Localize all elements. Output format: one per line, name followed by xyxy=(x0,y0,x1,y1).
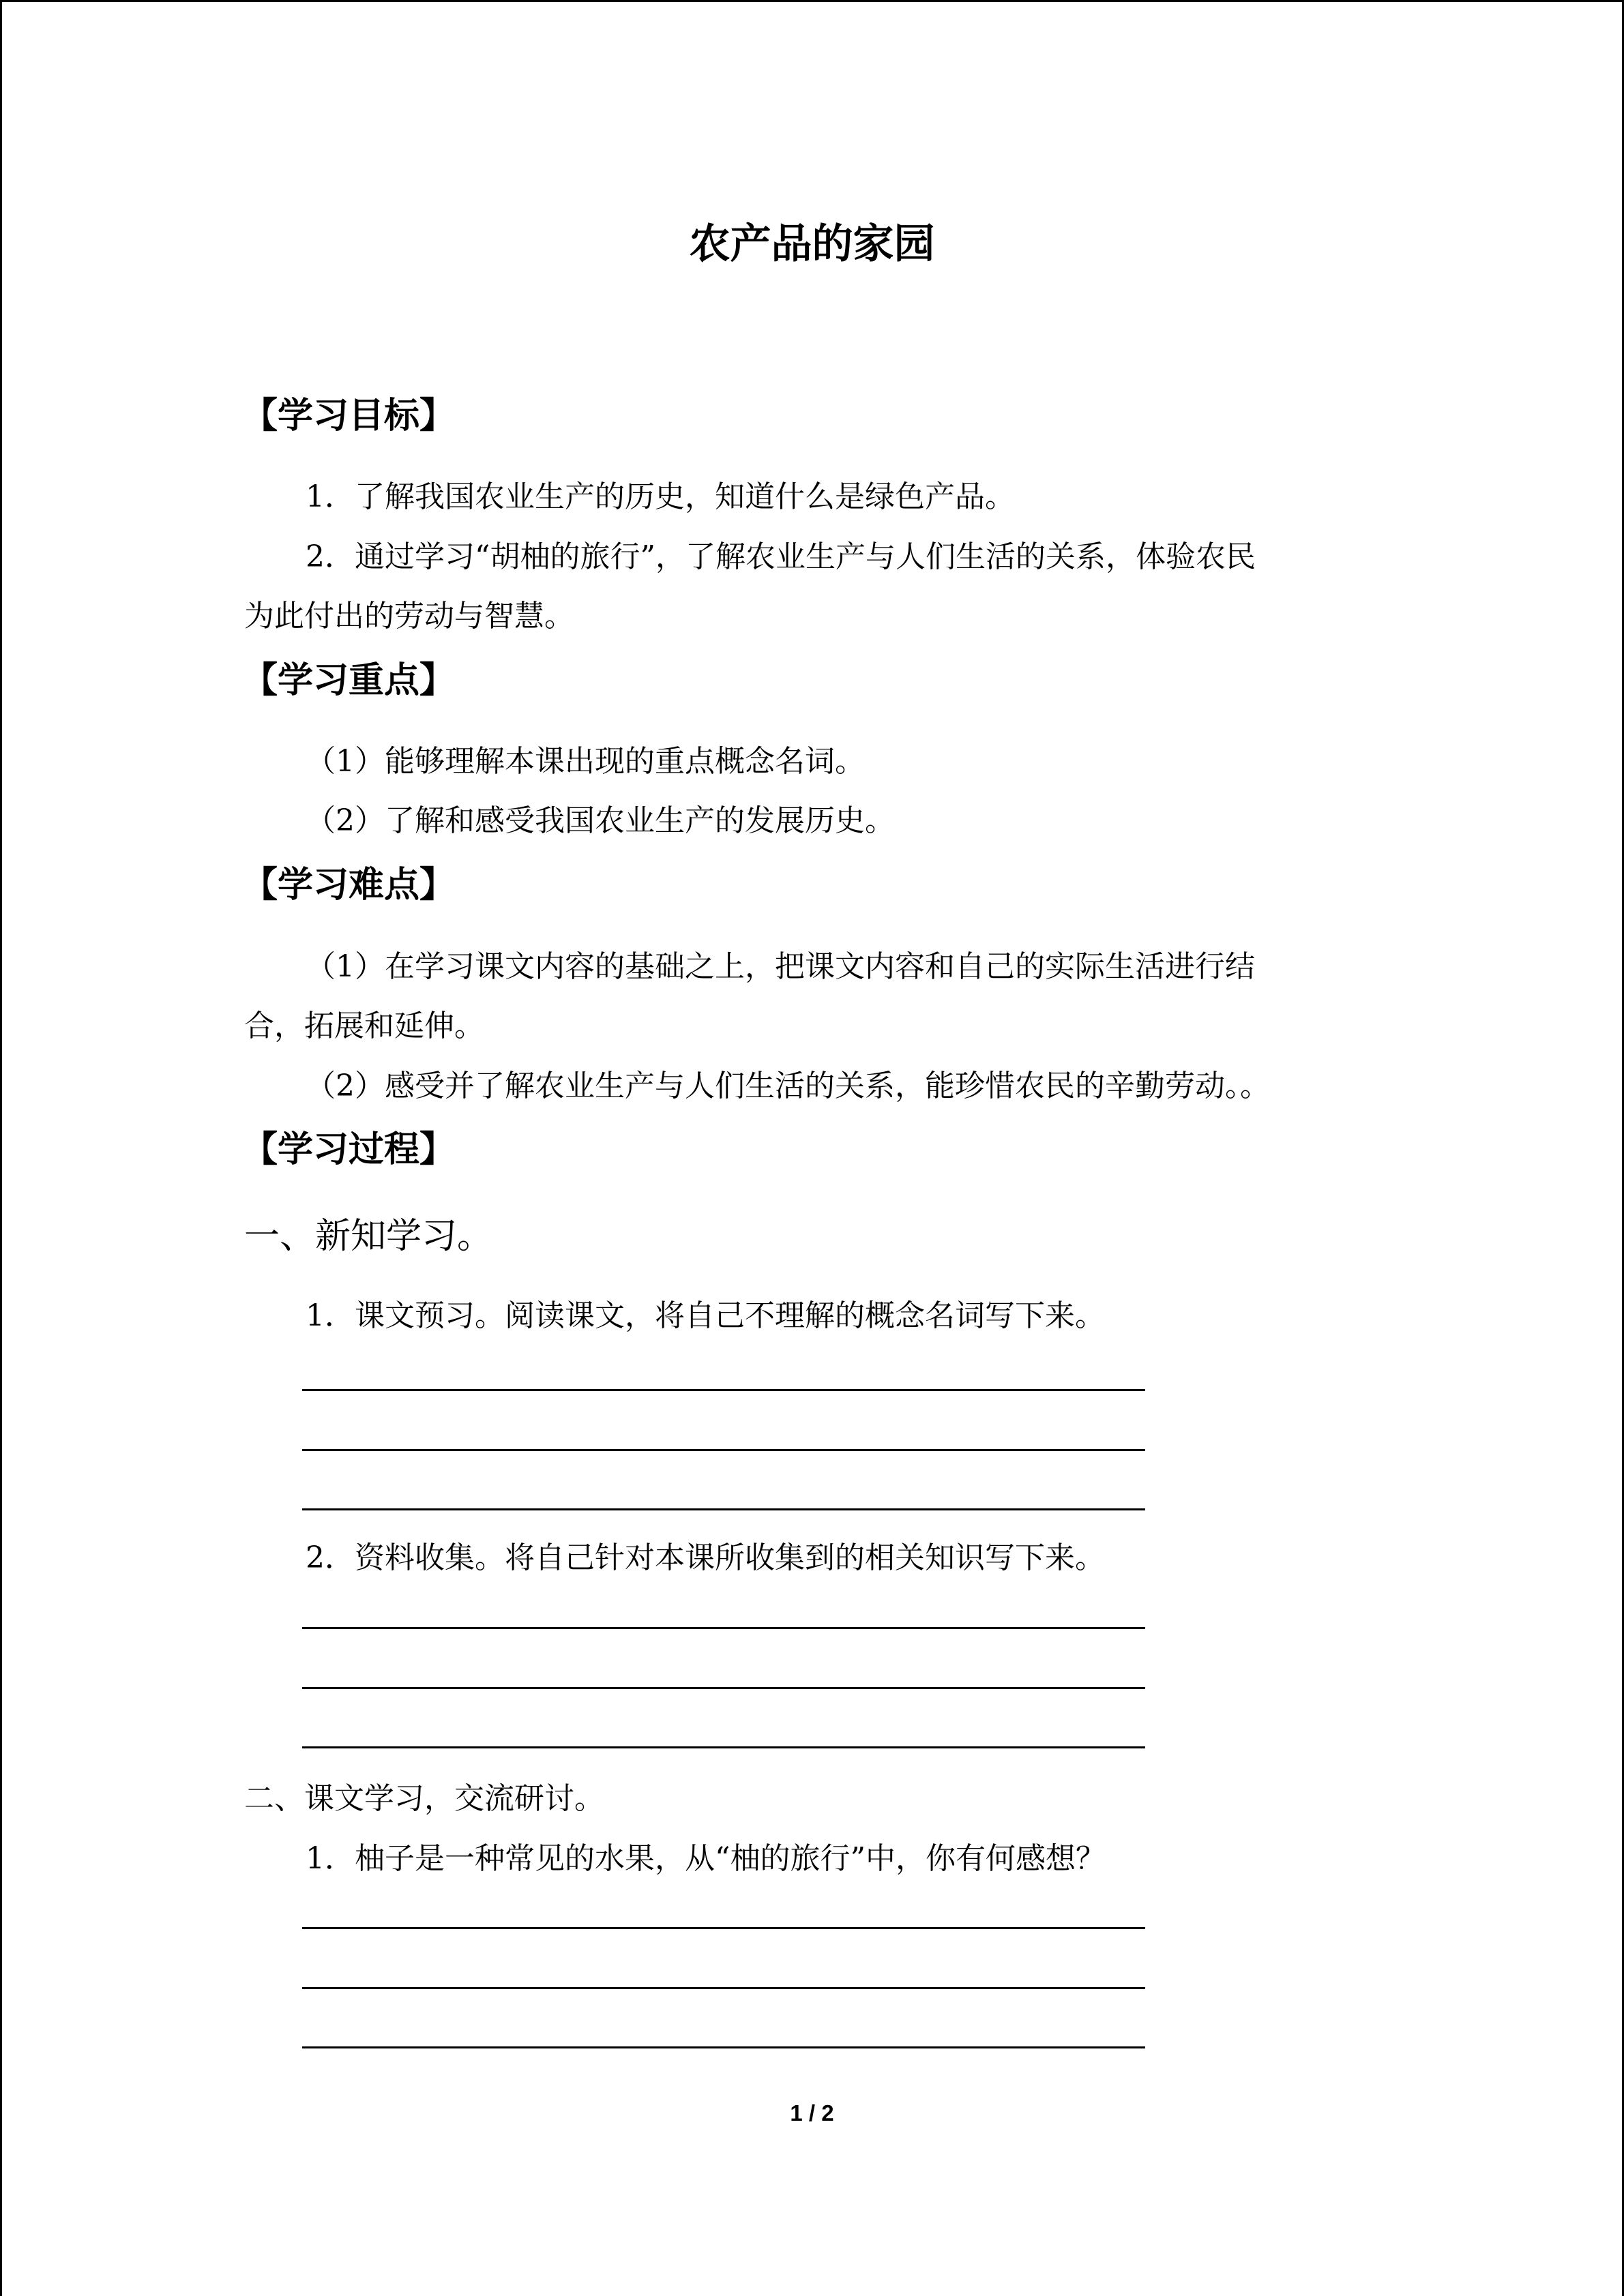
answer-line xyxy=(302,1627,1145,1629)
section-2-question-1: 1．柚子是一种常见的水果，从“柚的旅行”中，你有何感想？ xyxy=(306,1841,1106,1876)
key-point-item-2: （2）了解和感受我国农业生产的发展历史。 xyxy=(306,803,895,838)
key-points-heading: 【学习重点】 xyxy=(242,660,456,701)
page-number: 1 / 2 xyxy=(790,2100,834,2126)
key-point-item-1: （1）能够理解本课出现的重点概念名词。 xyxy=(306,744,865,779)
section-1-title: 一、新知学习。 xyxy=(244,1216,493,1257)
answer-line xyxy=(302,1927,1145,1929)
process-heading: 【学习过程】 xyxy=(242,1129,456,1170)
section-2-title: 二、课文学习，交流研讨。 xyxy=(244,1781,604,1816)
section-1-question-2: 2．资料收集。将自己针对本课所收集到的相关知识写下来。 xyxy=(306,1540,1105,1575)
difficulty-item-1-line-2: 合，拓展和延伸。 xyxy=(244,1009,484,1043)
answer-line xyxy=(302,1449,1145,1451)
section-1-question-1: 1．课文预习。阅读课文，将自己不理解的概念名词写下来。 xyxy=(306,1298,1105,1333)
answer-line xyxy=(302,1987,1145,1989)
goal-item-2-line-2: 为此付出的劳动与智慧。 xyxy=(244,599,574,633)
answer-line xyxy=(302,2046,1145,2048)
difficulty-item-1-line-1: （1）在学习课文内容的基础之上，把课文内容和自己的实际生活进行结 xyxy=(306,949,1255,984)
difficulties-heading: 【学习难点】 xyxy=(242,865,456,906)
goal-item-1: 1．了解我国农业生产的历史，知道什么是绿色产品。 xyxy=(306,479,1015,514)
answer-line xyxy=(302,1508,1145,1510)
answer-line xyxy=(302,1746,1145,1748)
answer-line xyxy=(302,1687,1145,1689)
goals-heading: 【学习目标】 xyxy=(242,396,456,436)
goal-item-2-line-1: 2．通过学习“胡柚的旅行”，了解农业生产与人们生活的关系，体验农民 xyxy=(306,539,1256,574)
answer-line xyxy=(302,1389,1145,1391)
difficulty-item-2: （2）感受并了解农业生产与人们生活的关系，能珍惜农民的辛勤劳动。。 xyxy=(306,1069,1270,1103)
page-title: 农产品的家园 xyxy=(689,220,935,268)
